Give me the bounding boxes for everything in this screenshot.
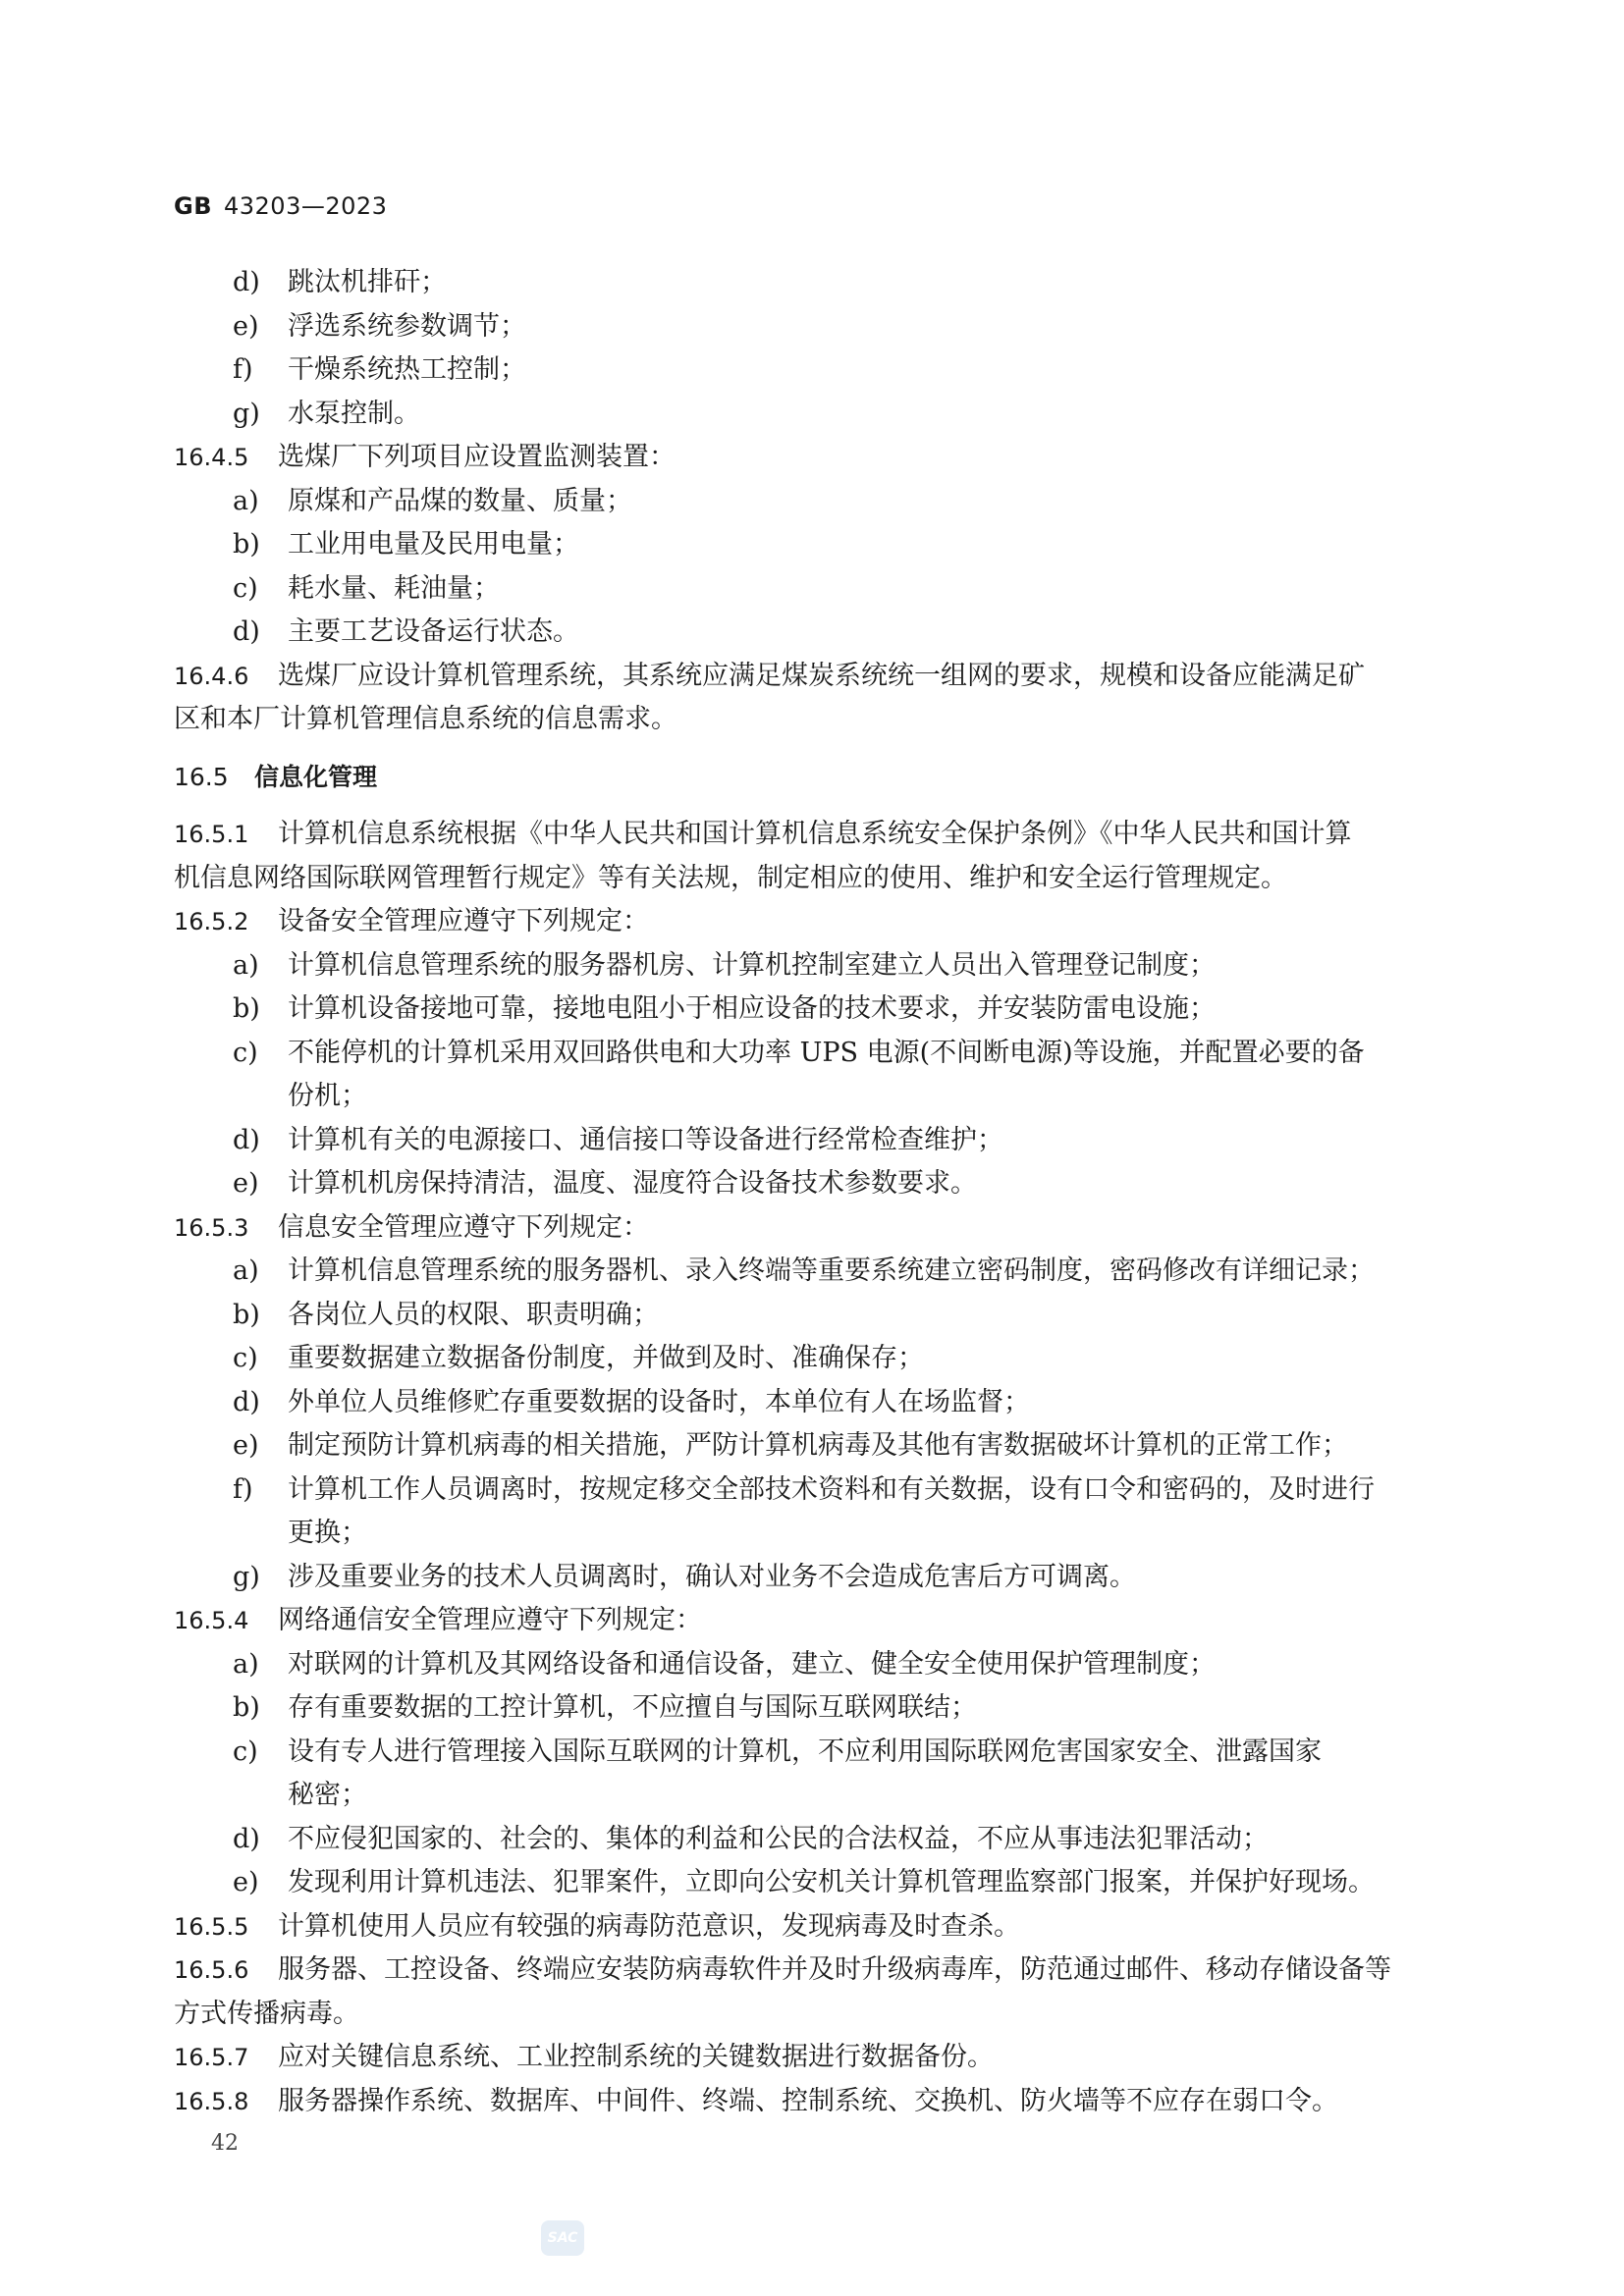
list-item [174,1381,1450,1425]
list-item-text: 工业用电量及民用电量； [288,529,579,560]
list-item-label: d) [233,1823,260,1854]
list-item-line [174,1381,1450,1425]
list-item-line [174,1250,1450,1294]
list-item [174,1250,1450,1294]
list-item-continuation-line [174,1512,1450,1556]
list-item-line [174,1861,1450,1905]
clause-text: 服务器操作系统、数据库、中间件、终端、控制系统、交换机、防火墙等不应存在弱口令。 [278,2085,1338,2116]
list-item-line [174,1294,1450,1338]
clause-first-line [174,655,1450,699]
clause-number: 16.5.3 [174,1213,249,1242]
clause-number: 16.5.4 [174,1607,249,1634]
clause-text: 区和本厂计算机管理信息系统的信息需求。 [174,704,677,734]
list-item-text: 水泵控制。 [288,398,420,429]
list-item-line [174,1032,1450,1076]
list-item-line [174,1337,1450,1381]
list-item-text: 更换； [288,1518,367,1548]
list-item-text: 设有专人进行管理接入国际互联网的计算机，不应利用国际联网危害国家安全、泄露国家 [288,1735,1322,1767]
list-item-label: c) [233,1037,258,1068]
clause [174,655,1450,742]
list-item-label: b) [233,1299,260,1330]
list-item-text: 计算机工作人员调离时，按规定移交全部技术资料和有关数据，设有口令和密码的，及时进行 [288,1473,1375,1505]
list-item [174,1731,1450,1818]
list-item-label: e) [233,1430,259,1461]
list-item [174,393,1450,437]
list-item-text: 耗水量、耗油量； [288,572,500,604]
clause-text: 应对关键信息系统、工业控制系统的关键数据进行数据备份。 [278,2042,994,2072]
clause-text: 选煤厂下列项目应设置监测装置： [278,442,676,472]
clause-first-line [174,900,1450,944]
clause-text: 计算机信息系统根据《中华人民共和国计算机信息系统安全保护条例》《中华人民共和国计算 [278,819,1352,849]
clause [174,1599,1450,1643]
list-item-label: c) [233,572,258,604]
list-item-text: 秘密； [288,1780,367,1810]
clause-text: 服务器、工控设备、终端应安装防病毒软件并及时升级病毒库，防范通过邮件、移动存储设备等 [278,1954,1391,1985]
list-item [174,1468,1450,1556]
clause-first-line [174,1905,1450,1949]
list-item [174,305,1450,349]
clause [174,813,1450,900]
list-item [174,261,1450,305]
list-item [174,1032,1450,1119]
clause [174,436,1450,480]
list-item-label: e) [233,1168,259,1199]
clause-text: 选煤厂应设计算机管理系统，其系统应满足煤炭系统统一组网的要求，规模和设备应能满足矿 [278,660,1365,691]
list-item-text: 浮选系统参数调节； [288,310,526,342]
clause-number: 16.5.6 [174,1956,249,1984]
clause-text: 信息安全管理应遵守下列规定： [278,1211,649,1243]
list-item-label: a) [233,1255,259,1286]
list-item-label: e) [233,1867,259,1897]
clause-continuation-line [174,1993,1450,2037]
list-item-line [174,1162,1450,1206]
list-item-text: 发现利用计算机违法、犯罪案件，立即向公安机关计算机管理监察部门报案，并保护好现场。 [288,1867,1375,1897]
list-item-line [174,611,1450,655]
clause-text: 机信息网络国际联网管理暂行规定》等有关法规，制定相应的使用、维护和安全运行管理规定。 [174,862,1287,893]
clause-number: 16.5.5 [174,1912,249,1941]
clause-text: 网络通信安全管理应遵守下列规定： [278,1605,702,1635]
list-item-line [174,523,1450,567]
list-item-line [174,1731,1450,1775]
list-item-label: d) [233,616,260,647]
list-item-text: 干燥系统热工控制； [288,354,526,385]
list-item-text: 计算机信息管理系统的服务器机、录入终端等重要系统建立密码制度，密码修改有详细记录； [288,1255,1375,1286]
section-number: 16.5 [174,762,229,791]
list-item-label: d) [233,267,260,297]
list-item-text: 原煤和产品煤的数量、质量； [288,485,632,516]
list-item-label: d) [233,1386,260,1417]
list-item-text: 存有重要数据的工控计算机，不应擅自与国际互联网联结； [288,1692,977,1723]
clause [174,900,1450,944]
list-item-label: e) [233,310,259,342]
clause-text: 设备安全管理应遵守下列规定： [278,906,649,936]
clause-first-line [174,1599,1450,1643]
clause [174,1206,1450,1251]
list-item [174,611,1450,655]
list-item-label: c) [233,1735,258,1767]
list-item-text: 不能停机的计算机采用双回路供电和大功率 UPS 电源(不间断电源)等设施，并配置必要的备 [288,1037,1365,1068]
list-item [174,1643,1450,1687]
list-item [174,348,1450,393]
clause-first-line [174,1949,1450,1993]
clause [174,1949,1450,2036]
clause-number: 16.5.2 [174,908,249,935]
list-item [174,1556,1450,1600]
list-item-text: 重要数据建立数据备份制度，并做到及时、准确保存； [288,1343,924,1373]
list-item-label: c) [233,1343,258,1373]
list-item-continuation-line [174,1774,1450,1818]
list-item-text: 对联网的计算机及其网络设备和通信设备，建立、健全安全使用保护管理制度； [288,1648,1216,1680]
list-item-text: 跳汰机排矸； [288,267,447,297]
list-item-line [174,1643,1450,1687]
clause-text: 方式传播病毒。 [174,1998,359,2029]
list-item-line [174,1468,1450,1513]
list-item [174,1818,1450,1862]
list-item-label: d) [233,1124,260,1155]
list-item-label: b) [233,993,260,1024]
page-number: 42 [211,2131,239,2156]
sac-logo-watermark: SAC [541,2220,584,2256]
standard-prefix: GB [174,192,212,220]
list-item [174,1337,1450,1381]
list-item-label: g) [233,398,260,429]
list-item [174,1861,1450,1905]
clause-first-line [174,813,1450,857]
list-item-line [174,1424,1450,1468]
list-item-text: 主要工艺设备运行状态。 [288,616,579,647]
list-item-line [174,305,1450,349]
list-item-text: 计算机信息管理系统的服务器机房、计算机控制室建立人员出入管理登记制度； [288,949,1216,981]
list-item [174,523,1450,567]
list-item-label: f) [233,354,253,385]
list-item-text: 计算机设备接地可靠，接地电阻小于相应设备的技术要求，并安装防雷电设施； [288,993,1216,1024]
clause [174,2080,1450,2124]
list-item [174,1294,1450,1338]
clause-number: 16.5.1 [174,821,249,848]
list-item-text: 外单位人员维修贮存重要数据的设备时，本单位有人在场监督； [288,1386,1030,1417]
list-item [174,567,1450,612]
section-heading [174,756,1450,800]
clause-continuation-line [174,698,1450,742]
clause-first-line [174,436,1450,480]
list-item-label: a) [233,949,259,981]
list-item-label: b) [233,1692,260,1723]
list-item-label: f) [233,1473,253,1505]
list-item-line [174,988,1450,1032]
list-item-text: 份机； [288,1081,367,1111]
list-item-line [174,261,1450,305]
list-item-label: b) [233,529,260,560]
clause-number: 16.4.6 [174,662,249,690]
list-item-line [174,480,1450,524]
clause-number: 16.5.7 [174,2044,249,2071]
list-item-label: g) [233,1561,260,1592]
clause-first-line [174,1206,1450,1251]
list-item-text: 制定预防计算机病毒的相关措施，严防计算机病毒及其他有害数据破坏计算机的正常工作； [288,1430,1348,1461]
list-item-line [174,567,1450,612]
clause-first-line [174,2036,1450,2080]
list-item-line [174,1119,1450,1163]
list-item-text: 涉及重要业务的技术人员调离时，确认对业务不会造成危害后方可调离。 [288,1561,1136,1592]
section-title: 信息化管理 [254,762,378,791]
list-item-text: 计算机机房保持清洁，温度、湿度符合设备技术参数要求。 [288,1168,977,1199]
clause-number: 16.4.5 [174,444,249,471]
clause-continuation-line [174,857,1450,901]
document-body [174,261,1450,2123]
clause-first-line [174,2080,1450,2124]
list-item-line [174,348,1450,393]
list-item-line [174,1686,1450,1731]
list-item-continuation-line [174,1075,1450,1119]
list-item [174,944,1450,988]
list-item-line [174,393,1450,437]
clause-text: 计算机使用人员应有较强的病毒防范意识，发现病毒及时查杀。 [278,1910,1020,1942]
list-item-line [174,1818,1450,1862]
list-item-line [174,1556,1450,1600]
clause [174,2036,1450,2080]
list-item-line [174,944,1450,988]
list-item [174,1424,1450,1468]
list-item-text: 计算机有关的电源接口、通信接口等设备进行经常检查维护； [288,1124,1003,1155]
list-item-label: a) [233,485,259,516]
list-item-text: 各岗位人员的权限、职责明确； [288,1299,659,1330]
clause [174,1905,1450,1949]
list-item-text: 不应侵犯国家的、社会的、集体的利益和公民的合法权益，不应从事违法犯罪活动； [288,1823,1269,1854]
standard-number: 43203—2023 [224,192,388,220]
list-item [174,1119,1450,1163]
list-item [174,988,1450,1032]
list-item [174,480,1450,524]
list-item [174,1162,1450,1206]
list-item [174,1686,1450,1731]
list-item-label: a) [233,1648,259,1680]
standard-header [174,192,387,220]
clause-number: 16.5.8 [174,2087,249,2115]
